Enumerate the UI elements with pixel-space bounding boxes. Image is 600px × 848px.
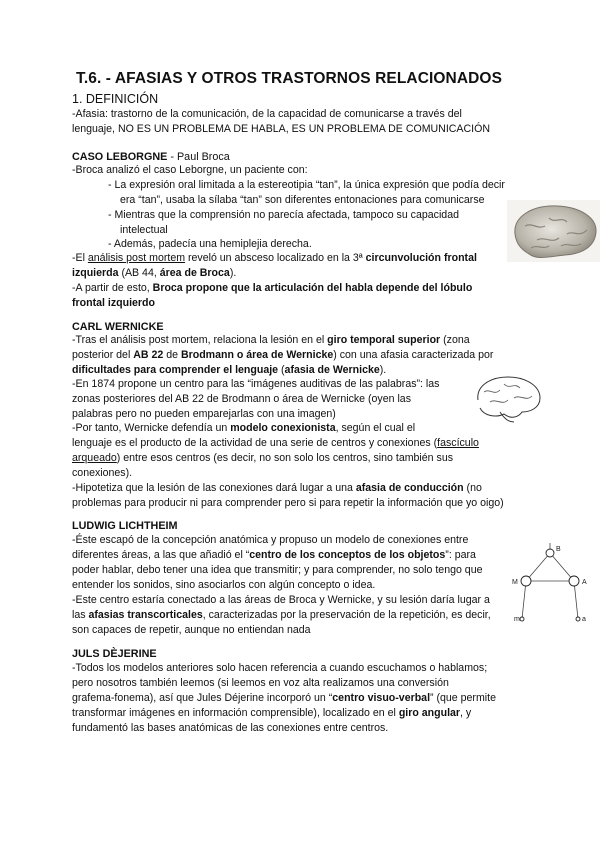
lichtheim-diagram <box>510 541 590 625</box>
paragraph-line: lenguaje es el producto de la actividad de una serie de centros y conexiones (fascículo <box>72 437 479 449</box>
paragraph-line: zonas posteriores del AB 22 de Brodmann o área de Wernicke (oyen las <box>72 393 411 405</box>
list-item: - La expresión oral limitada a la estereotipia “tan”, la única expresión que podía decir <box>108 179 505 191</box>
section-heading-definicion: 1. DEFINICIÓN <box>72 92 159 106</box>
paragraph-line: -A partir de esto, Broca propone que la articulación del habla depende del lóbulo <box>72 282 473 294</box>
paragraph-line: -Hipotetiza que la lesión de las conexiones dará lugar a una afasia de conducción (no <box>72 482 482 494</box>
section-heading-lichtheim: LUDWIG LICHTHEIM <box>72 520 178 532</box>
diagram-label-m-upper: M <box>512 579 518 586</box>
paragraph-line: -Afasia: trastorno de la comunicación, de la capacidad de comunicarse a través del <box>72 108 462 120</box>
paragraph-line: -Este centro estaría conectado a las áreas de Broca y Wernicke, y su lesión daría lugar a <box>72 594 490 606</box>
paragraph-line: entender los sonidos, sino asociarlos con algún concepto o idea. <box>72 579 376 591</box>
paragraph-line: lenguaje, NO ES UN PROBLEMA DE HABLA, ES UN PROBLEMA DE COMUNICACIÓN <box>72 123 490 135</box>
paragraph-line: diferentes áreas, a las que añadió el “centro de los conceptos de los objetos”: para <box>72 549 476 561</box>
brain-sketch <box>470 372 546 424</box>
list-item-cont: intelectual <box>120 224 168 236</box>
paragraph-line: palabras pero no pueden emparejarlas con una imagen) <box>72 408 336 420</box>
paragraph-line: -El análisis post mortem reveló un absceso localizado en la 3ª circunvolución frontal <box>72 252 477 264</box>
paragraph-line: -Éste escapó de la concepción anatómica y propuso un modelo de conexiones entre <box>72 534 469 546</box>
paragraph-line: dificultades para comprender el lenguaje (afasia de Wernicke). <box>72 364 387 376</box>
list-item: - Mientras que la comprensión no parecía afectada, tampoco su capacidad <box>108 209 459 221</box>
list-item: - Además, padecía una hemiplejia derecha. <box>108 238 312 250</box>
paragraph-line: izquierda (AB 44, área de Broca). <box>72 267 237 279</box>
paragraph-line: frontal izquierdo <box>72 297 155 309</box>
paragraph-line: transformar imágenes en información comprensible), localizado en el giro angular, y <box>72 707 472 719</box>
paragraph-line: las afasias transcorticales, caracterizadas por la preservación de la repetición, es decir, <box>72 609 491 621</box>
paragraph-line: poder hablar, debo tener una idea que transmitir; y para comprender, no solo tengo que <box>72 564 483 576</box>
paragraph-line: -Tras el análisis post mortem, relaciona la lesión en el giro temporal superior (zona <box>72 334 470 346</box>
section-heading-wernicke: CARL WERNICKE <box>72 321 164 333</box>
paragraph-line: problemas para producir ni para comprender pero si para repetir la información que yo oigo) <box>72 497 504 509</box>
diagram-label-a-upper: A <box>582 579 587 586</box>
paragraph-line: fundamentó las bases anatómicas de las conexiones entre centros. <box>72 722 389 734</box>
diagram-label-m: m <box>514 616 520 623</box>
diagram-label-a: a <box>582 616 586 623</box>
list-item-cont: era “tan”, usaba la sílaba “tan” son diferentes entonaciones para comunicarse <box>120 194 485 206</box>
paragraph-line: -Todos los modelos anteriores solo hacen referencia a cuando escuchamos o hablamos; <box>72 662 488 674</box>
brain-photo <box>507 200 600 262</box>
paragraph-line: pero nosotros también leemos (si leemos en voz alta realizamos una conversión <box>72 677 449 689</box>
paragraph-line: -Por tanto, Wernicke defendía un modelo conexionista, según el cual el <box>72 422 416 434</box>
section-heading-dejerine: JULS DÈJERINE <box>72 648 157 660</box>
paragraph-line: conexiones). <box>72 467 133 479</box>
paragraph-line: grafema-fonema), así que Jules Déjerine incorporó un “centro visuo-verbal” (que permite <box>72 692 496 704</box>
document-title: T.6. - AFASIAS Y OTROS TRASTORNOS RELACIONADOS <box>76 70 503 87</box>
paragraph-line: arqueado) entre esos centros (es decir, no son solo los centros, sino también sus <box>72 452 454 464</box>
paragraph-line: posterior del AB 22 de Brodmann o área de Wernicke) con una afasia caracterizada por <box>72 349 494 361</box>
paragraph-line: -En 1874 propone un centro para las “imágenes auditivas de las palabras”: las <box>72 378 440 390</box>
paragraph-line: son capaces de repetir, aunque no entiendan nada <box>72 624 311 636</box>
diagram-label-b: B <box>556 546 561 553</box>
section-heading-leborgne: CASO LEBORGNE - Paul Broca <box>72 151 230 163</box>
paragraph-line: -Broca analizó el caso Leborgne, un paciente con: <box>72 164 308 176</box>
